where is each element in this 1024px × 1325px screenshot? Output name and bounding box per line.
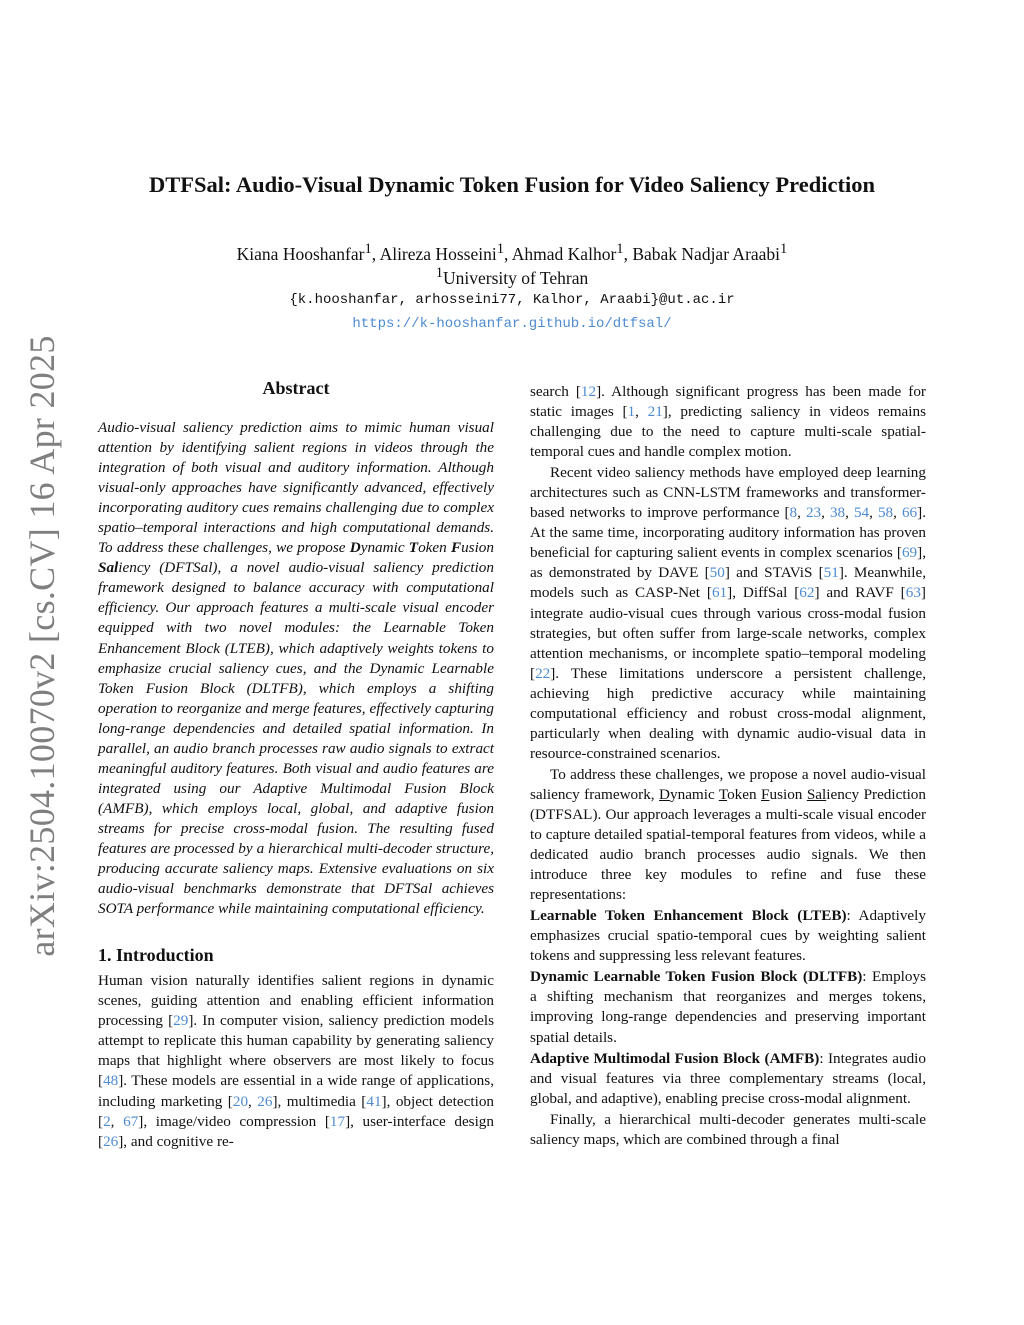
citation-link[interactable]: 20 <box>232 1092 249 1110</box>
citation-link[interactable]: 1 <box>627 403 636 421</box>
intro-paragraph: Recent video saliency methods have employed deep learning architectures such as CNN-LSTM frameworks and transformer-based networks to improve performance [8, 23, 38, 54, 58, 66]. At the same time, incorporating auditory information has proven beneficial for capturing salient events in complex scenarios [69], as demonstrated by DAVE [50] and STAViS [51]. Meanwhile, models such as CASP-Net [61], DiffSal [62] and RAVF [63] integrate audio-visual cues through various cross-modal fusion strategies, but often suffer from large-scale networks, complex attention mechanisms, or incomplete spatio–temporal modeling [22]. These limitations underscore a persistent challenge, achieving high predictive accuracy while maintaining computational efficiency and robust cross-modal alignment, particularly when dealing with dynamic audio-visual data in resource-constrained scenarios. <box>530 464 927 762</box>
author-emails: {k.hooshanfar, arhosseini77, Kalhor, Araabi}@ut.ac.ir <box>289 292 735 308</box>
intro-paragraph: Human vision naturally identifies salient regions in dynamic scenes, guiding attention and enabling efficient information processing [29]. In computer vision, saliency prediction models attempt to replicate this human capability by generating saliency maps that highlight where observers are most likely to focus [48]. These models are essential in a wide range of applications, including marketing [20, 26], multimedia [41], object detection [2, 67], image/video compression [17], user-interface design [26], and cognitive re- <box>98 972 495 1150</box>
author-name: Alireza Hosseini <box>379 243 497 264</box>
paper-title: DTFSal: Audio-Visual Dynamic Token Fusion for Video Saliency Prediction <box>149 172 875 197</box>
module-dltfb-description: Dynamic Learnable Token Fusion Block (DLTFB): Employs a shifting mechanism that reorganizes and merges tokens, improving long-range dependencies and preserving important spatial details. <box>530 968 926 1046</box>
citation-link[interactable]: 21 <box>647 403 663 421</box>
citation-link[interactable]: 63 <box>905 584 921 602</box>
affiliation: $^1$University of Tehran <box>435 265 589 288</box>
project-url-link[interactable]: https://k-hooshanfar.github.io/dtfsal/ <box>352 316 672 332</box>
citation-link[interactable]: 69 <box>901 544 918 562</box>
citation-link[interactable]: 38 <box>829 504 846 522</box>
author-name: Kiana Hooshanfar <box>236 243 365 264</box>
citation-link[interactable]: 54 <box>853 504 870 522</box>
arxiv-id: arXiv:2504.10070v2 [cs.CV] 16 Apr 2025 <box>22 335 62 957</box>
abstract-heading: Abstract <box>262 378 330 398</box>
citation-link[interactable]: 22 <box>535 664 551 682</box>
intro-paragraph: To address these challenges, we propose a novel audio-visual saliency framework, Dynamic Token Fusion Saliency Prediction (DTFSAL). Our approach leverages a multi-scale visual encoder to capture detailed spatial-temporal features from videos, while a dedicated audio branch processes audio signals. We then introduce three key modules to refine and fuse these representations: <box>530 765 926 904</box>
author-name: Babak Nadjar Araabi <box>632 243 781 264</box>
intro-paragraph: Finally, a hierarchical multi-decoder generates multi-scale saliency maps, which are combined through a final <box>530 1110 926 1148</box>
introduction-heading: 1. Introduction <box>98 945 214 966</box>
citation-link[interactable]: 51 <box>823 564 839 582</box>
intro-paragraph: search [12]. Although significant progress has been made for static images [1, 21], predicting saliency in videos remains challenging due to the need to capture multi-scale spatial-temporal cues and handle complex motion. <box>530 383 926 461</box>
citation-link[interactable]: 17 <box>329 1112 346 1130</box>
citation-link[interactable]: 58 <box>877 504 894 522</box>
citation-link[interactable]: 66 <box>901 504 918 522</box>
citation-link[interactable]: 67 <box>123 1112 139 1130</box>
citation-link[interactable]: 26 <box>103 1132 119 1150</box>
citation-link[interactable]: 50 <box>709 564 725 582</box>
author-list: Kiana Hooshanfar$^1$, Alireza Hosseini$^1$, Ahmad Kalhor$^1$, Babak Nadjar Araabi$^1$ <box>236 241 788 264</box>
module-ltef-description: Learnable Token Enhancement Block (LTEB): Adaptively emphasizes crucial spatio-temporal cues by weighting salient tokens and suppressing less relevant features. <box>530 907 926 965</box>
citation-link[interactable]: 12 <box>580 383 597 400</box>
citation-link[interactable]: 26 <box>257 1092 273 1110</box>
left-column <box>98 378 494 1153</box>
citation-link[interactable]: 8 <box>789 504 798 522</box>
citation-link[interactable]: 23 <box>805 504 822 522</box>
citation-link[interactable]: 62 <box>799 584 815 602</box>
citation-link[interactable]: 29 <box>173 1012 189 1030</box>
citation-link[interactable]: 48 <box>103 1072 119 1090</box>
right-column <box>530 382 926 1151</box>
citation-link[interactable]: 2 <box>103 1112 111 1130</box>
citation-link[interactable]: 61 <box>711 584 728 602</box>
abstract-text: Audio-visual saliency prediction aims to mimic human visual attention by identifying salient regions in videos through the integration of both visual and auditory information. Although visual-only approaches have significantly advanced, effectively incorporating auditory cues remains challenging due to complex spatio–temporal interactions and high computational demands. To address these challenges, we propose Dynamic Token Fusion Saliency (DFTSal), a novel audio-visual saliency prediction framework designed to balance accuracy with computational efficiency. Our approach features a multi-scale visual encoder equipped with two novel modules: the Learnable Token Enhancement Block (LTEB), which adaptively weights tokens to emphasize crucial saliency cues, and the Dynamic Learnable Token Fusion Block (DLTFB), which employs a shifting operation to reorganize and merge features, effectively capturing long-range dependencies and detailed spatial information. In parallel, an audio branch processes raw audio signals to extract meaningful auditory features. Both visual and audio features are integrated using our Adaptive Multimodal Fusion Block (AMFB), which employs local, global, and adaptive fusion streams for precise cross-modal fusion. The resulting fused features are processed by a hierarchical multi-decoder structure, producing accurate saliency maps. Extensive evaluations on six audio-visual benchmarks demonstrate that DFTSal achieves SOTA performance while maintaining computational efficiency. <box>98 419 494 918</box>
arxiv-sidebar-stamp <box>12 335 72 957</box>
module-amfb-description: Adaptive Multimodal Fusion Block (AMFB): Integrates audio and visual features via three complementary streams (local, global, and adaptive), enabling precise cross-modal alignment. <box>530 1049 926 1107</box>
citation-link[interactable]: 41 <box>366 1092 382 1110</box>
author-name: Ahmad Kalhor <box>511 243 617 264</box>
